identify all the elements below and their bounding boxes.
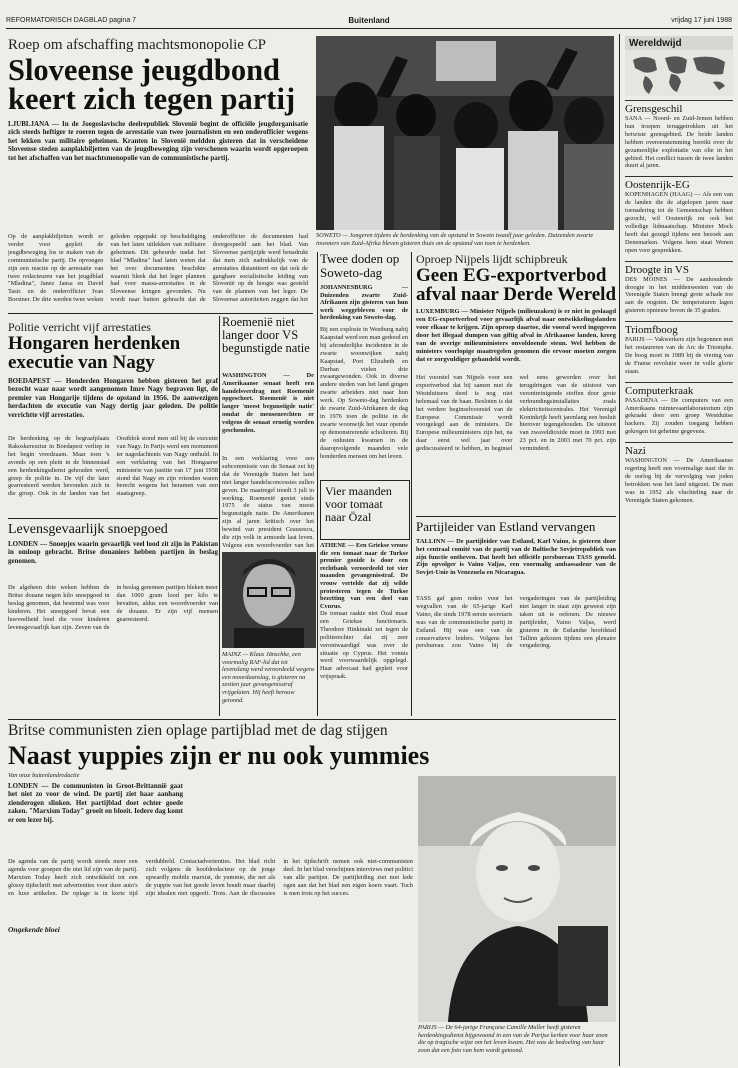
hungary-kicker: Politie verricht vijf arrestaties bbox=[8, 320, 151, 334]
sidebar-item-heading: Droogte in VS bbox=[625, 261, 733, 276]
nijpels-kicker: Oproep Nijpels lijdt schipbreuk bbox=[416, 252, 568, 266]
romania-lead: WASHINGTON — De Amerikaanse senaat heeft een handelsverdrag met Roemenië opgeschort. Roemenië is niet langer 'meest begunstigde natie' omdat de mensenrechten er volgens de senaat ernstig worden geschonden. bbox=[222, 372, 314, 434]
slovenia-headline: Sloveense jeugdbond keert zich tegen partij bbox=[8, 53, 296, 116]
britain-kicker: Britse communisten zien oplage partijblad met de dag stijgen bbox=[8, 722, 388, 739]
ozal-body: De tomaat raakte niet Özal maar een Griekse functionaris. Theodore Hinkinaki zei tegen de politierechter dat zij zeer verontwaardigd was over de situatie op Cyprus. Het vonnis werd voorwaardelijk opgelegd. Haar advocaat had gepleit voor vrijspraak. bbox=[320, 610, 408, 681]
page-header bbox=[6, 15, 732, 27]
sidebar-item-heading: Grensgeschil bbox=[625, 100, 733, 115]
sidebar-item-heading: Computerkraak bbox=[625, 382, 733, 397]
nijpels-headline: Geen EG-exportverbod afval naar Derde Wereld bbox=[416, 265, 617, 305]
slovenia-body: Op de aanplakbiljetten wordt er verder voor gepleit de jeugdbeweging los te maken van de communistische partij. De opvoegen zijn een reactie op de arrestatie van twee redacteuren van het jeugdblad "Mladina", Janez Jansa en David Tasic en de onderofficier Ivan Borstner. De drie werden twee weken geleden opgepakt op beschuldiging van het laten uitlekken van militaire geheimen. Dit gebeurde nadat het blad "Mladina" had laten weten dat het over documenten beschikte waaruit bleek dat het leger plannen had voor massa-arrestaties in de Sloveense kringen gevonden. Nu wordt naar buiten gebracht dat de onderofficier de documenten had doorgespeeld aan het blad. Van Sloveense partijzijde werd benadrukt dat men zich nadrukkelijk van de arrestaties distantieert en dat ook de gangbare socialistische leiding van Slovenië op de hoogte was gesteld van de plannen van het leger. De Sloveense autoriteiten zeggen dat het bbox=[8, 233, 308, 304]
sidebar-item-text: PASADENA — De computers van een Amerikaans ruimtevaartlaboratorium zijn gekraakt door een groep Westduitse hackers. Zij zouden toegang hebben gekregen tot geheime gegevens. bbox=[625, 396, 733, 436]
paper-name: REFORMATORISCH DAGBLAD pagina 7 bbox=[6, 17, 137, 24]
rule-britain bbox=[8, 719, 616, 720]
ozal-headline-box bbox=[320, 480, 410, 540]
divider-1 bbox=[219, 316, 220, 716]
sidebar-item-text: PARIJS — Vakwerkers zijn begonnen met het restaureren van de Arc de Triomphe. De boog moet in 1989 bij de viering van de Franse revolutie weer in volle glorie staan. bbox=[625, 336, 733, 375]
sidebar-item-heading: Triomfboog bbox=[625, 321, 733, 336]
britain-byline: Van onze buitenlandredactie bbox=[8, 772, 80, 779]
nijpels-lead: LUXEMBURG — Minister Nijpels (milieuzaken) is er niet in geslaagd een EG-exportverbod voor gevaarlijk afval naar ontwikkelingslanden voor elkaar te krijgen. Zijn oproep daartoe, die vooral werd ingegeven door het illegaal dumpen van giftig afval in Afrikaanse landen, kreeg van de overige milieuministers onvoldoende steun. Wel hebben de ministers voorlopige maatregelen genomen die ervoor moeten zorgen dat er zorgvuldiger gehandeld wordt. bbox=[416, 308, 616, 363]
slovenia-kicker: Roep om afschaffing machtsmonopolie CP bbox=[8, 37, 267, 53]
soweto-body: Bij een explosie in Westburg nabij Kaapstad werd een man gedood en bij afzonderlijke incidenten in de zwarte woonwijken nabij Kaapstad, Port Elizabeth en Durban vielen drie zwaargewonden. Ook in diverse andere steden van het land gingen zwarte arbeiders niet naar hun werk. Op Soweto-dag herdenken de zwarte Zuid-Afrikanen de dag in 1976 toen de politie in de zwarte woonwijk het vuur opende op demonstrerende scholieren. Bij de onlusten kwamen in de daaropvolgende maanden vele honderden mensen om het leven. bbox=[320, 326, 408, 460]
sidebar-item bbox=[625, 261, 733, 316]
hungary-headline: Hongaren herdenken executie van Nagy bbox=[8, 333, 181, 373]
sidebar-item bbox=[625, 321, 733, 376]
paris-photo bbox=[418, 776, 616, 1022]
header-rule bbox=[6, 28, 732, 29]
soweto-photo bbox=[316, 36, 614, 230]
issue-date: vrijdag 17 juni 1988 bbox=[671, 17, 732, 24]
romania-headline: Roemenië niet langer door VS begunstigde natie bbox=[222, 315, 310, 355]
sidebar-divider bbox=[619, 34, 620, 1066]
section-name: Buitenland bbox=[348, 16, 390, 25]
sidebar-item bbox=[625, 382, 733, 437]
sidebar-item-text: DES MOINES — De aanhoudende droogte in het middenwesten van de Verenigde Staten brengt grote schade toe aan de oogsten. De temperaturen lagen gisteren opnieuw boven de 35 graden. bbox=[625, 275, 733, 315]
sidebar-header bbox=[625, 36, 733, 96]
sidebar-item-text: SANA — Noord- en Zuid-Jemen hebben hun troepen teruggetrokken uit het betwiste grensgebied. De beide landen hebben overeenstemming bereikt over de gezamenlijke exploitatie van olie in het gebied. Het conflict tussen de twee landen duurt al jaren. bbox=[625, 115, 733, 170]
soweto-headline: Twee doden op Soweto-dag bbox=[320, 251, 400, 280]
britain-body: De agenda van de partij wordt steeds meer een agenda voor groepen die niet lid zijn van de partij. Marxism Today heeft zich ontwikkeld tot een glossy tijdschrift met advertenties voor dure auto's en luxe artikelen. De oplage is in korte tijd verdubbeld. Contactadvertenties. Het blad richt zich volgens de hoofdredacteur op de jonge upwardly mobile marxist, de yummie, die net als de yuppie van het goede leven houdt maar daarbij zijn idealen niet opgeeft. Trots. Aan de discussies in het tijdschrift nemen ook niet-communisten deel. In het blad verschijnen interviews met politici van alle partijen. De partijleiding ziet met lede ogen aan dat het blad een eigen koers vaart. Toch is men trots op het succes. bbox=[8, 858, 413, 897]
soweto-crowd-image bbox=[316, 36, 614, 230]
rule-hungary bbox=[8, 518, 218, 519]
sidebar-item bbox=[625, 100, 733, 170]
romania-body: In een verklaring voor een subcommissie van de Senaat zei hij dat de Verenigde Staten het land niet langer handelsconcessies zullen geven. De maatregel treedt 3 juli in werking. Roemenië geniet sinds 1975 de status van meest begunstigde natie. De Amerikanen zijn al jaren kritisch over het bewind van president Ceausescu, die zijn volk in armoede laat leven. Volgens een woordvoerder van het bbox=[222, 455, 314, 549]
sidebar-item-heading: Nazi bbox=[625, 442, 733, 457]
estonia-headline: Partijleider van Estland vervangen bbox=[416, 519, 596, 534]
candy-body: De algeheen drie weken hebben de Britse douane negen kilo snoepgoed in beslag genomen, dat bestemd was voor kinderen. Het snoepgoed bevat een hoeveelheid lood die voor kinderen levensgevaarlijk kan zijn. Zeven van de in beslag genomen partijen bleken meer dan 1000 gram lood per kilo te bevatten, aldus een woordvoerder van de douane. Er zijn vijf mensen gearresteerd. bbox=[8, 584, 218, 631]
sidebar-item bbox=[625, 176, 733, 254]
britain-headline: Naast yuppies zijn er nu ook yummies bbox=[8, 741, 430, 770]
rule-slovenia bbox=[8, 313, 313, 314]
mainz-photo bbox=[222, 552, 316, 648]
ozal-lead: ATHENE — Een Griekse vrouw die een tomaat naar de Turkse premier gooide is door een rechtbank veroordeeld tot vier maanden gevangenisstraf. De vrouw vertelde dat zij wilde protesteren tegen de Turkse bezetting van een deel van Cyprus. bbox=[320, 542, 408, 608]
hungary-body: De herdenking op de begraafplaats Rakoskeresztur in Boedapest verliep in het begin vreedzaam. Maar toen 's avonds op een plein in de binnenstad een herdenkingsdienst gehouden werd, greep de politie in. De vijf die later gearresteerd werden bevonden zich in die groep. Ook in de landen van het Oostblok stond men stil bij de executie van Nagy. In Parijs werd een monument ter nagedachtenis van Nagy onthuld. In een verklaring van het Hongaarse ministerie van justitie van 17 juni 1958 stond dat Nagy en zijn vrienden waren berecht wegens het beramen van een staatsgreep. bbox=[8, 435, 218, 498]
slovenia-lead: LJUBLJANA — In de Joegoslavische deelrepubliek Slovenië begint de officiële jeugdorganisatie zich steeds heftiger te roeren tegen de arrestatie van twee journalisten en een onderofficier wegens het lekken van militaire geheimen. Kranten in Slovenië meldden gisteren dat in verscheidene Sloveense steden aanplakbiljetten van de jeugdbeweging zijn verschenen waarin wordt opgeroepen tot het afschaffen van het machtsmonopolie van de communistische partij. bbox=[8, 120, 308, 162]
britain-subhead: Ongekende bloei bbox=[8, 925, 60, 934]
world-map-icon bbox=[625, 50, 733, 96]
mainz-caption: MAINZ — Klaus Jänschke, een voormalig RAF-lid dat tot levenslang werd veroordeeld wegens een moordaanslag, is gisteren na zestien jaar gevangenisstraf vrijgelaten. Hij heeft berouw getoond. bbox=[222, 651, 315, 704]
candy-headline: Levensgevaarlijk snoepgoed bbox=[8, 522, 168, 537]
nijpels-body: Het voorstel van Nijpels voor een exportverbod dat bij samen met de Westduitsers deed is nog niet helemaal van de baan. Besloten is dat het verdere beginselvoorstel van de Europese Commissie wordt voorgelegd aan de ministers. De Europese milieuministers zijn het, na daar eerst wel jaar over gediscussieerd te hebben, in beginsel wel eens geworden over het terugdringen van de uitstoot van verontreinigende stoffen door grote verbrandingsinstallaties zoals elektriciteitscentrales. Het Verenigd Koninkrijk heeft jarenlang een besluit hierover tegengehouden. De uitstoot van zwaveldioxide moet in 1993 met 23 pct. en in 2003 met 70 pct. zijn verminderd. bbox=[416, 374, 616, 453]
portrait-image bbox=[222, 552, 316, 648]
divider-3 bbox=[411, 252, 412, 716]
candy-lead: LONDEN — Snoepjes waarin gevaarlijk veel lood zit zijn in Pakistan in omloop gebracht. Britse douaniers hebben partijen in beslag genomen. bbox=[8, 540, 218, 565]
soweto-caption: SOWETO — Jongeren tijdens de herdenking van de opstand in Soweto twaalf jaar geleden. Duizenden zwarte inwoners van Zuid-Afrika bleven gisteren thuis om de opstand van toen te herdenken. bbox=[316, 232, 594, 247]
britain-lead: LONDEN — De communisten in Groot-Brittannië gaat het niet zo voor de wind. De partij ziet haar aanhang zienderogen slinken. Het partijblad doet echter goede zaken. "Marxism Today" groeit en bloeit. Iedere dag komt er een lezer bij. bbox=[8, 782, 183, 824]
paris-portrait-image bbox=[418, 776, 616, 1022]
sidebar-item-text: KOPENHAGEN (HAAG) — Als een van de landen die de afgelopen jaren naar toenadering tot de Gemeenschap hebben gezocht, wil Oostenrijk nu ook het volledige lidmaatschap. Minister Mock heeft dat gezegd tijdens een bezoek aan Denemarken. Volgens hem staat Wenen open voor gesprekken. bbox=[625, 191, 733, 254]
rule-nijpels bbox=[416, 516, 616, 517]
sidebar-item bbox=[625, 442, 733, 504]
sidebar-item-text: WASHINGTON — De Amerikaanse regering heeft een voormalige nazi die in de oorlog bij de vervolging van joden betrokken was het land uitgezet. De man was in 1952 als vluchteling naar de Verenigde Staten gekomen. bbox=[625, 457, 733, 504]
paris-caption: PARIJS — De 64-jarige Française Camille Muller heeft gisteren herdenkingsdienst bijgewoond in een van de Parijse kerken voor haar zoon die op tragische wijze om het leven kwam. Het was de bedoeling van haar zoon dat een foto van hem wordt getoond. bbox=[418, 1024, 608, 1054]
divider-2 bbox=[317, 252, 318, 716]
ozal-headline: Vier maanden voor tomaat naar Özal bbox=[325, 484, 392, 524]
estonia-lead: TALLINN — De partijleider van Estland, Karl Vaino, is gisteren door het centraal comité van de partij van de Baltische Sovjetrepubliek van zijn functie ontheven. Dat heeft het officiële persbureau TASS gemeld. Zijn opvolger is Vaino Valjas, een voormalig ambassadeur van de Sovjet-Unie in Venezuela en Nicaragua. bbox=[416, 538, 616, 577]
estonia-body: TASS gaf geen reden voor het wegvallen van de 65-jarige Karl Vaino, die sinds 1978 eerste secretaris was van de communistische partij in Estland. Hij was een van de conservatieve leiders. Volgens het persbureau zou Vaino bij de vergaderingen van de partijleiding niet langer in staat zijn geweest zijn taken uit te oefenen. De nieuwe partijleider, Vaino Valjas, werd gisteren in de Estlandse hoofdstad Tallinn gekozen tijdens een plenaire vergadering. bbox=[416, 595, 616, 650]
sidebar-item-heading: Oostenrijk-EG bbox=[625, 176, 733, 191]
sidebar-sections bbox=[625, 100, 733, 1066]
soweto-lead: JOHANNESBURG — Duizenden zwarte Zuid-Afrikanen zijn gisteren van hun werk weggebleven voor de herdenking van Soweto-dag. bbox=[320, 284, 408, 322]
sidebar-title: Wereldwijd bbox=[629, 38, 682, 49]
hungary-lead: BOEDAPEST — Honderden Hongaren hebben gisteren het graf bezocht waar naar wordt aangenomen Imre Nagy begraven ligt, de premier van Hongarije tijdens de opstand in 1956. De aanwezigen herdachten de executie van Nagy dertig jaar geleden. De politie verrichtte vijf arrestaties. bbox=[8, 377, 218, 419]
